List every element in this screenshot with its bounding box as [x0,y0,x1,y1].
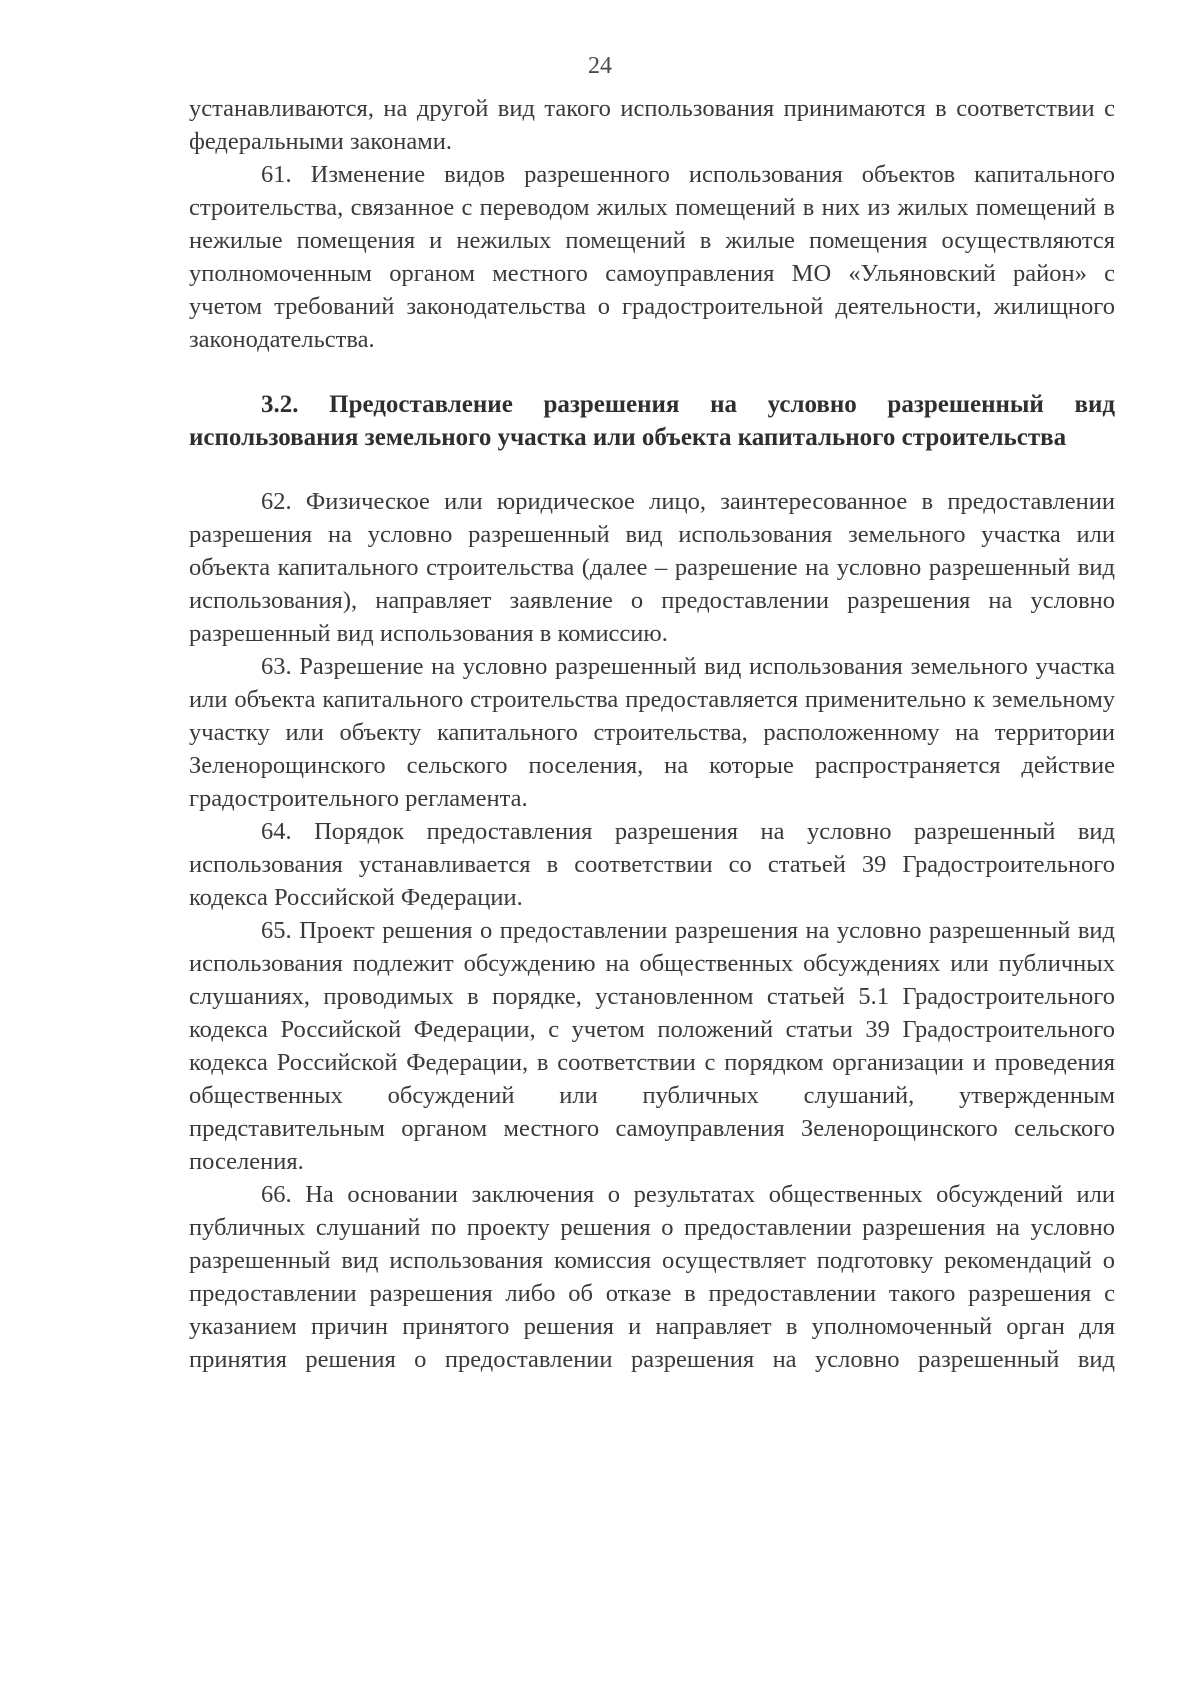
page-number: 24 [588,53,612,79]
section-spacer [189,454,1115,485]
clause-64: 64. Порядок предоставления разрешения на условно разрешенный вид использования устанавливается в соответствии со статьей 39 Градостроительного кодекса Российской Федерации. [189,818,1115,911]
section-heading: 3.2. Предоставление разрешения на условно разрешенный вид использования земельного участка или объекта капитального строительства [189,391,1115,451]
document-body [189,92,1115,1376]
continuation-paragraph: устанавливаются, на другой вид такого использования принимаются в соответствии с федеральными законами. [189,95,1115,155]
clause-66: 66. На основании заключения о результатах общественных обсуждений или публичных слушаний по проекту решения о предоставлении разрешения на условно разрешенный вид использования комиссия осуществляет подготовку рекомендаций о предоставлении разрешения либо об отказе в предоставлении такого разрешения с указанием причин принятого решения и направляет в уполномоченный орган для принятия решения о предоставлении разрешения на условно разрешенный вид [189,1181,1115,1373]
clause-61: 61. Изменение видов разрешенного использования объектов капитального строительства, связанное с переводом жилых помещений в них из жилых помещений в нежилые помещения и нежилых помещений в жилые помещения осуществляются уполномоченным органом местного самоуправления МО «Ульяновский район» с учетом требований законодательства о градостроительной деятельности, жилищного законодательства. [189,161,1115,353]
clause-63: 63. Разрешение на условно разрешенный вид использования земельного участка или объекта капитального строительства предоставляется применительно к земельному участку или объекту капитального строительства, расположенному на территории Зеленорощинского сельского поселения, на которые распространяется действие градостроительного регламента. [189,653,1115,812]
clause-62: 62. Физическое или юридическое лицо, заинтересованное в предоставлении разрешения на условно разрешенный вид использования земельного участка или объекта капитального строительства (далее – разрешение на условно разрешенный вид использования), направляет заявление о предоставлении разрешения на условно разрешенный вид использования в комиссию. [189,488,1115,647]
clause-65: 65. Проект решения о предоставлении разрешения на условно разрешенный вид использования подлежит обсуждению на общественных обсуждениях или публичных слушаниях, проводимых в порядке, установленном статьей 5.1 Градостроительного кодекса Российской Федерации, с учетом положений статьи 39 Градостроительного кодекса Российской Федерации, в соответствии с порядком организации и проведения общественных обсуждений или публичных слушаний, утвержденным представительным органом местного самоуправления Зеленорощинского сельского поселения. [189,917,1115,1175]
